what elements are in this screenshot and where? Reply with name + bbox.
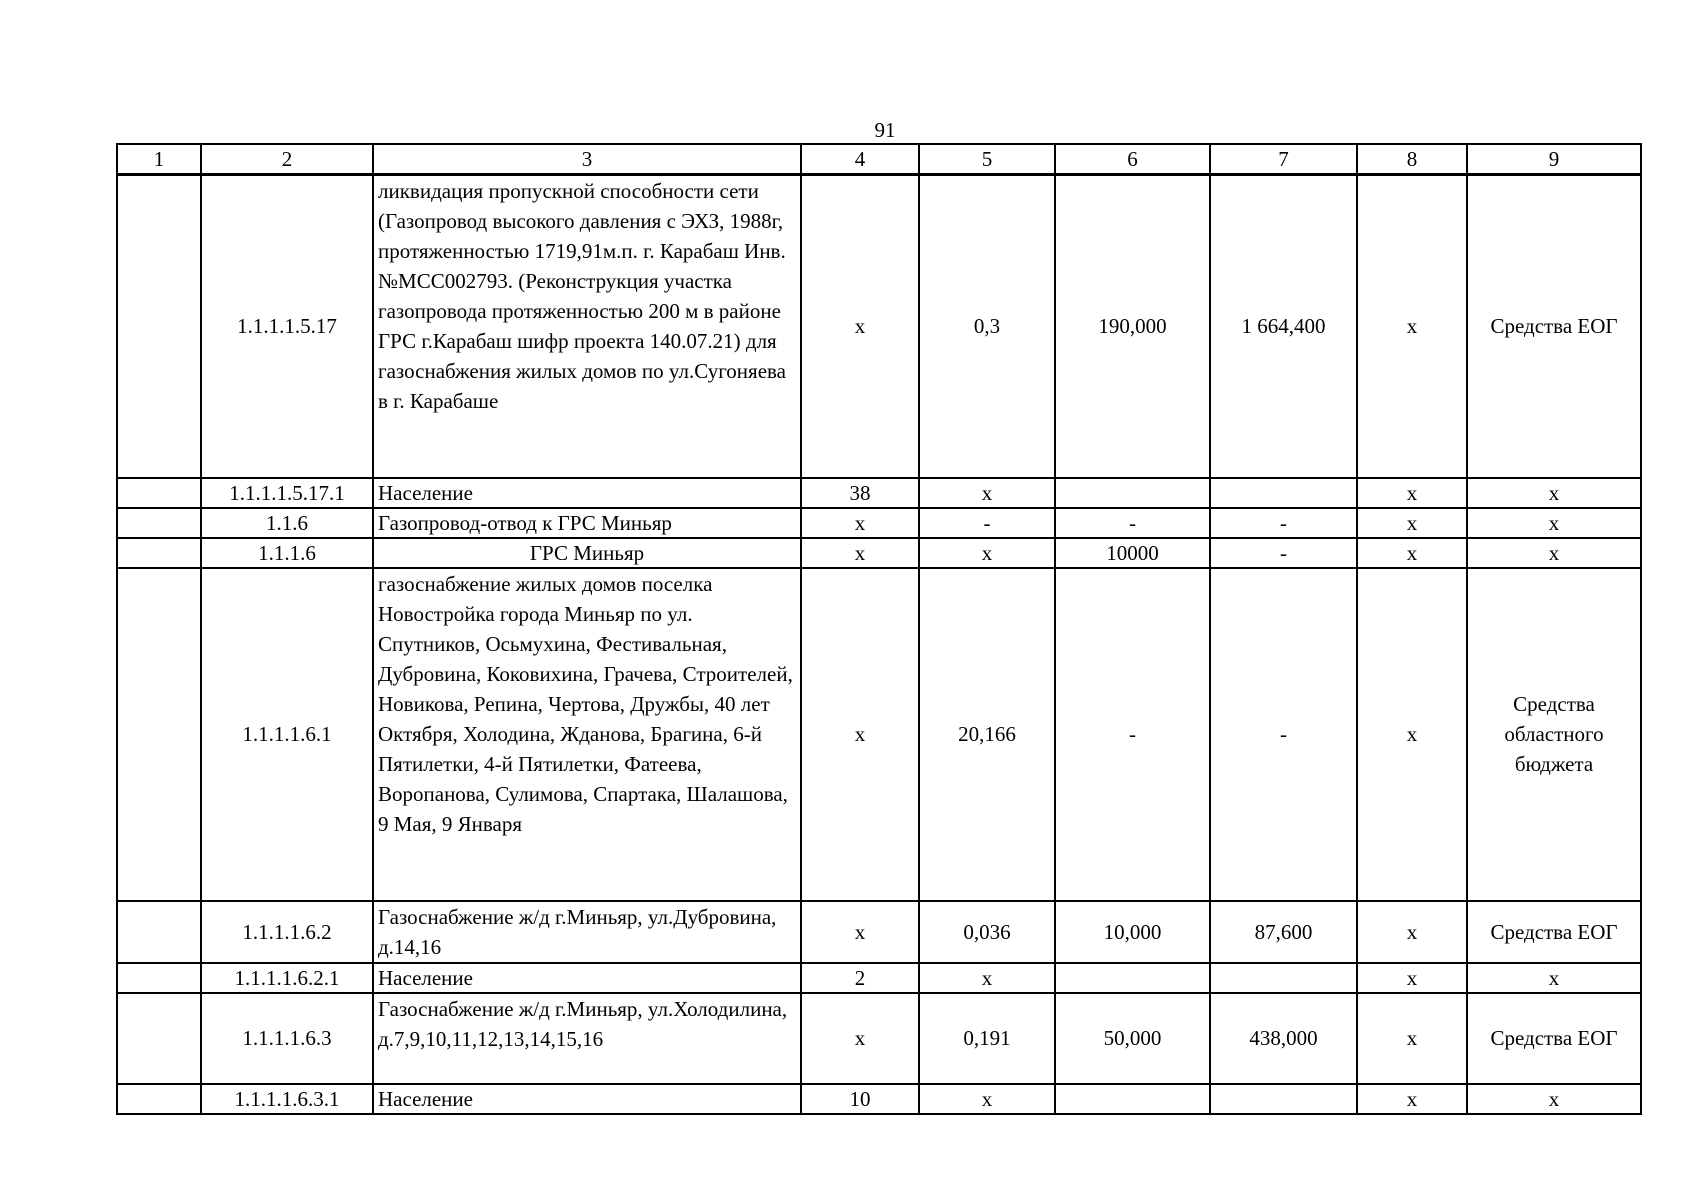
cell-col5: х [919,1084,1055,1114]
data-table [116,143,1642,1115]
table-row [117,901,1641,963]
cell-col5: - [919,508,1055,538]
table-row [117,1084,1641,1114]
cell-description: Газопровод-отвод к ГРС Миньяр [373,508,801,538]
cell-col4: х [801,538,919,568]
cell-col4: х [801,508,919,538]
header-row [117,144,1641,175]
cell-col4: х [801,568,919,901]
cell-code: 1.1.1.1.6.3.1 [201,1084,373,1114]
cell-col7: 438,000 [1210,993,1357,1084]
cell-description: ГРС Миньяр [373,538,801,568]
cell-col5: 0,3 [919,175,1055,478]
cell-col5: 0,036 [919,901,1055,963]
cell-col6: 190,000 [1055,175,1210,478]
cell-index [117,508,201,538]
cell-index [117,478,201,508]
cell-description: Население [373,1084,801,1114]
cell-col8: х [1357,175,1467,478]
cell-source: Средства областного бюджета [1467,568,1641,901]
cell-col6: - [1055,568,1210,901]
cell-code: 1.1.1.6 [201,538,373,568]
column-header: 8 [1357,144,1467,175]
cell-col5: х [919,478,1055,508]
cell-col4: х [801,993,919,1084]
cell-col8: х [1357,538,1467,568]
column-header: 4 [801,144,919,175]
cell-col6: 10,000 [1055,901,1210,963]
cell-col7 [1210,963,1357,993]
cell-description: газоснабжение жилых домов поселка Новостройка города Миньяр по ул. Спутников, Осьмухина, Фестивальная, Дубровина, Коковихина, Грачева, Строителей, Новикова, Репина, Чертова, Дружбы, 40 лет Октября, Холодина, Жданова, Брагина, 6-й Пятилетки, 4-й Пятилетки, Фатеева, Воропанова, Сулимова, Спартака, Шалашова, 9 Мая, 9 Января [373,568,801,901]
cell-col8: х [1357,901,1467,963]
cell-source: х [1467,1084,1641,1114]
cell-source: х [1467,508,1641,538]
cell-col6 [1055,1084,1210,1114]
cell-col8: х [1357,993,1467,1084]
cell-index [117,568,201,901]
cell-col7: 87,600 [1210,901,1357,963]
table-row [117,993,1641,1084]
cell-code: 1.1.1.1.6.2 [201,901,373,963]
cell-source: х [1467,538,1641,568]
cell-index [117,538,201,568]
cell-col7: - [1210,538,1357,568]
cell-col6: 50,000 [1055,993,1210,1084]
column-header: 7 [1210,144,1357,175]
cell-description: Население [373,478,801,508]
column-header: 9 [1467,144,1641,175]
column-header: 1 [117,144,201,175]
cell-description: Газоснабжение ж/д г.Миньяр, ул.Дубровина, д.14,16 [373,901,801,963]
table-row [117,963,1641,993]
cell-col6: 10000 [1055,538,1210,568]
column-header: 2 [201,144,373,175]
cell-index [117,1084,201,1114]
cell-col4: 10 [801,1084,919,1114]
cell-col7: - [1210,508,1357,538]
cell-col6: - [1055,508,1210,538]
cell-col5: х [919,538,1055,568]
cell-index [117,901,201,963]
cell-col4: 2 [801,963,919,993]
table-row [117,538,1641,568]
cell-index [117,963,201,993]
cell-col7 [1210,478,1357,508]
table-row [117,568,1641,901]
cell-col8: х [1357,508,1467,538]
cell-col7 [1210,1084,1357,1114]
cell-code: 1.1.1.1.6.2.1 [201,963,373,993]
cell-col5: 20,166 [919,568,1055,901]
column-header: 5 [919,144,1055,175]
cell-source: Средства ЕОГ [1467,901,1641,963]
page-number: 91 [874,118,896,142]
cell-col4: х [801,901,919,963]
cell-col5: х [919,963,1055,993]
cell-col8: х [1357,963,1467,993]
cell-col8: х [1357,1084,1467,1114]
cell-description: Население [373,963,801,993]
table-row [117,175,1641,478]
table-row [117,478,1641,508]
cell-col8: х [1357,568,1467,901]
cell-source: Средства ЕОГ [1467,175,1641,478]
column-header: 6 [1055,144,1210,175]
cell-source: Средства ЕОГ [1467,993,1641,1084]
cell-col4: х [801,175,919,478]
cell-index [117,175,201,478]
cell-source: х [1467,963,1641,993]
cell-source: х [1467,478,1641,508]
column-header: 3 [373,144,801,175]
cell-col7: - [1210,568,1357,901]
cell-code: 1.1.1.1.6.3 [201,993,373,1084]
cell-description: Газоснабжение ж/д г.Миньяр, ул.Холодилина, д.7,9,10,11,12,13,14,15,16 [373,993,801,1084]
cell-code: 1.1.6 [201,508,373,538]
table-row [117,508,1641,538]
cell-col4: 38 [801,478,919,508]
cell-col6 [1055,478,1210,508]
cell-code: 1.1.1.1.6.1 [201,568,373,901]
cell-col8: х [1357,478,1467,508]
cell-col5: 0,191 [919,993,1055,1084]
cell-code: 1.1.1.1.5.17.1 [201,478,373,508]
cell-code: 1.1.1.1.5.17 [201,175,373,478]
cell-index [117,993,201,1084]
cell-col7: 1 664,400 [1210,175,1357,478]
cell-description: ликвидация пропускной способности сети (Газопровод высокого давления с ЭХЗ, 1988г, протяженностью 1719,91м.п. г. Карабаш Инв.№МСС002793. (Реконструкция участка газопровода протяженностью 200 м в районе ГРС г.Карабаш шифр проекта 140.07.21) для газоснабжения жилых домов по ул.Сугоняева в г. Карабаше [373,175,801,478]
cell-col6 [1055,963,1210,993]
